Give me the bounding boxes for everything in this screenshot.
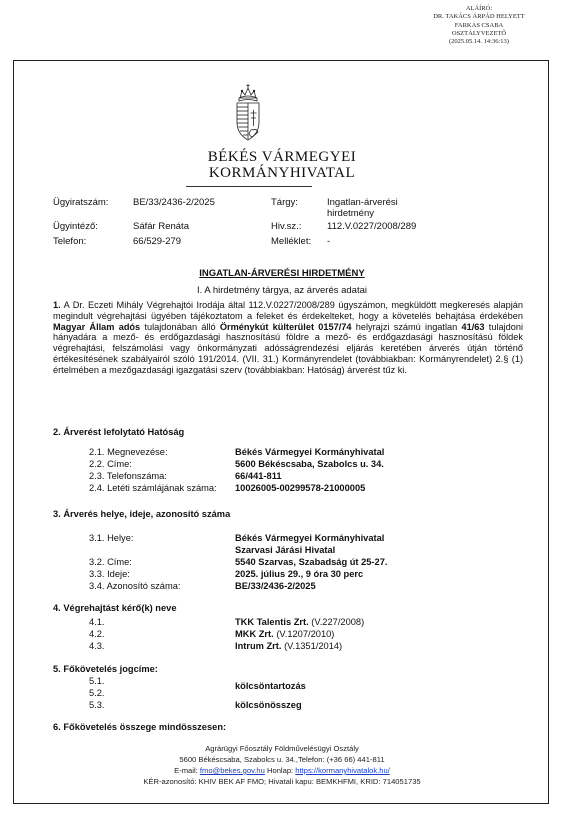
section-6-title: 6. Főkövetelés összege mindösszesen:: [53, 722, 227, 732]
creditor-name: TKK Talentis Zrt.: [235, 617, 309, 627]
phone-number: 66/529-279: [133, 236, 182, 247]
row-label: 2.4. Letéti számlájának száma:: [89, 483, 217, 493]
paragraph-number: 1.: [53, 300, 61, 310]
creditor-name: MKK Zrt.: [235, 629, 274, 639]
footer: [0, 743, 564, 787]
property-location: Örménykút külterület 0157/74: [219, 321, 352, 332]
subject-line1: Ingatlan-árverési: [327, 197, 398, 208]
signature-line: ALÁÍRÓ:: [465, 5, 493, 12]
row-value: Szarvasi Járási Hivatal: [235, 545, 336, 555]
row-label: 4.2.: [89, 629, 105, 639]
email-label: E-mail:: [174, 766, 200, 775]
email-link[interactable]: fmo@bekes.gov.hu: [199, 766, 265, 775]
row-label: 4.1.: [89, 617, 105, 627]
row-label: 2.2. Címe:: [89, 459, 132, 469]
row-value: BE/33/2436-2/2025: [235, 581, 316, 591]
case-number: BE/33/2436-2/2025: [133, 197, 215, 208]
row-value: 2025. július 29., 9 óra 30 perc: [235, 569, 364, 579]
row-value: 66/441-811: [235, 471, 282, 481]
creditor: [235, 641, 342, 652]
paragraph-text: tulajdonában álló: [140, 321, 220, 332]
paragraph-text: A Dr. Eczeti Mihály Végrehajtói Irodája által 112.V.0227/2008/289 ügyszámon, megküldött megkeresés alapján megindult végrehajtási ügyében tájékoztatom a feleket és érdekelteket, hogy a követelés behajtása érdekében: [53, 300, 523, 321]
section-2-title: 2. Árverést lefolytató Hatóság: [53, 427, 185, 437]
document-title: INGATLAN-ÁRVERÉSI HIRDETMÉNY: [199, 268, 365, 279]
paragraph-text: helyrajzi számú ingatlan: [351, 321, 462, 332]
reference-label: Hiv.sz.:: [271, 221, 302, 232]
footer-line: KÉR-azonosító: KHIV BEK AF FMO; Hivatali kapu: BEMKHFMI, KRID: 714051735: [143, 777, 421, 786]
creditor: [235, 617, 364, 628]
row-label: 2.1. Megnevezése:: [89, 447, 168, 457]
web-label: Honlap:: [264, 766, 296, 775]
row-value: Békés Vármegyei Kormányhivatal: [235, 533, 385, 543]
document-subtitle: I. A hirdetmény tárgya, az árverés adatai: [196, 285, 368, 296]
creditor: [235, 629, 334, 640]
signature-line: FARKAS CSABA: [454, 21, 504, 29]
phone-label: Telefon:: [53, 236, 87, 247]
claim-title: kölcsöntartozás: [235, 681, 306, 691]
row-label: 5.3.: [89, 700, 105, 710]
section-5-title: 5. Főkövetelés jogcíme:: [53, 664, 158, 674]
row-label: 3.1. Helye:: [89, 533, 134, 543]
org-divider: [186, 186, 312, 187]
signature-line: OSZTÁLYVEZETŐ: [451, 29, 507, 37]
attachment-value: -: [327, 236, 331, 247]
footer-line: Agrárügyi Főosztály Földművelésügyi Osztály: [205, 744, 359, 753]
signature-block: [409, 5, 549, 46]
paragraph-text: tulajdoni hányadára a mező- és erdőgazdasági hasznosítású földre a mező- és erdőgazdasági hasznosítású földek végrehajtási, felszámolási vagy önkormányzati adósságrendezési eljárás keretében árverés útján történő értékesítésének szabályairól szóló 191/2014. (VII. 31.) Kormányrendelet (továbbiakban: Kormányrendelet) 2.§ (1) értelmében a mezőgazdasági igazgatási szerv (továbbiakban: Hatóság) árverést tűz ki.: [53, 321, 523, 375]
case-number-label: Ügyiratszám:: [53, 197, 109, 208]
coat-of-arms-icon: [230, 82, 266, 146]
debtor: Magyar Állam adós: [53, 321, 141, 332]
footer-line: 5600 Békéscsaba, Szabolcs u. 34.,Telefon: (+36 66) 441-811: [179, 755, 385, 764]
row-value: 10026005-00299578-21000005: [235, 483, 366, 493]
clerk-name: Sáfár Renáta: [133, 221, 189, 232]
row-value: 5600 Békéscsaba, Szabolcs u. 34.: [235, 459, 384, 469]
row-value: Békés Vármegyei Kormányhivatal: [235, 447, 385, 457]
subject-label: Tárgy:: [271, 197, 298, 208]
creditor-name: Intrum Zrt.: [235, 641, 282, 651]
footer-contact: [0, 765, 564, 776]
row-label: 3.3. Ideje:: [89, 569, 130, 579]
section-4-title: 4. Végrehajtást kérő(k) neve: [53, 603, 177, 613]
subject-line2: hirdetmény: [327, 208, 374, 219]
ownership-share: 41/63: [461, 321, 485, 332]
row-label: 4.3.: [89, 641, 105, 651]
claim-title: kölcsönösszeg: [235, 700, 302, 710]
creditor-ref: (V.227/2008): [308, 617, 365, 627]
attachment-label: Melléklet:: [271, 236, 312, 247]
signature-line: (2025.05.14. 14:36:13): [449, 38, 509, 46]
creditor-ref: (V.1351/2014): [281, 641, 343, 651]
row-label: 3.4. Azonosító száma:: [89, 581, 181, 591]
row-label: 5.1.: [89, 676, 105, 686]
row-label: 3.2. Címe:: [89, 557, 132, 567]
paragraph-1: [53, 300, 523, 376]
signature-line: DR. TAKÁCS ÁRPÁD HELYETT: [433, 13, 525, 21]
org-name-line2: KORMÁNYHIVATAL: [208, 165, 356, 181]
row-value: 5540 Szarvas, Szabadság út 25-27.: [235, 557, 388, 567]
org-name-line1: BÉKÉS VÁRMEGYEI: [207, 149, 357, 165]
reference-number: 112.V.0227/2008/289: [327, 221, 417, 232]
section-3-title: 3. Árverés helye, ideje, azonosító száma: [53, 509, 231, 519]
clerk-label: Ügyintéző:: [53, 221, 98, 232]
row-label: 5.2.: [89, 688, 105, 698]
website-link[interactable]: https://kormanyhivatalok.hu/: [295, 766, 390, 775]
creditor-ref: (V.1207/2010): [273, 629, 335, 639]
row-label: 2.3. Telefonszáma:: [89, 471, 167, 481]
